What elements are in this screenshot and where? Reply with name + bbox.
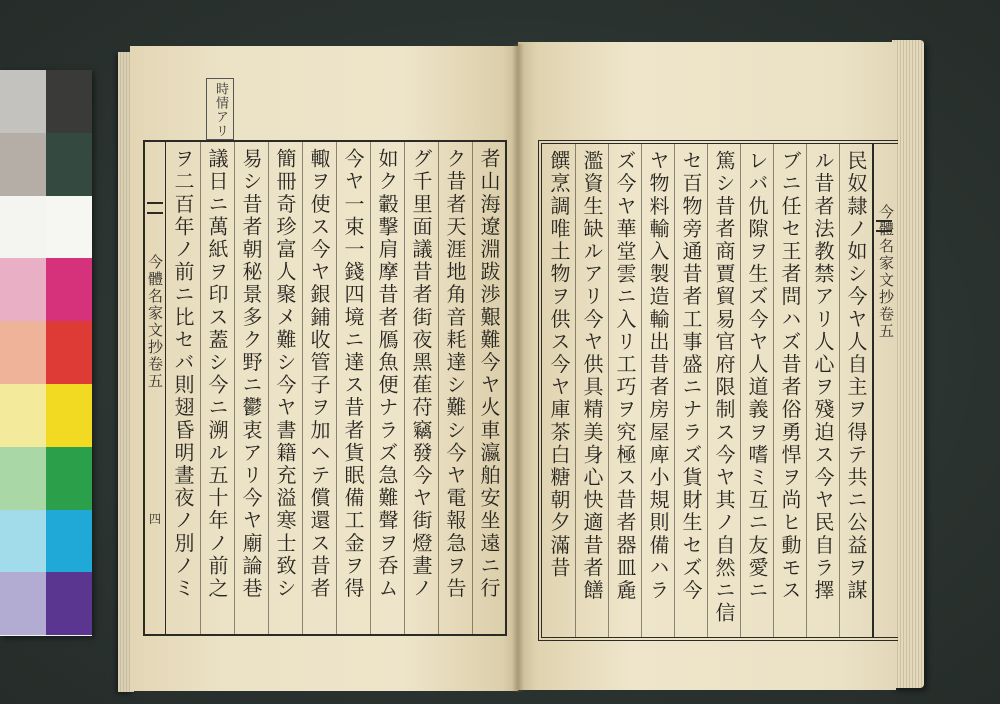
book-title: 今體名家文抄卷五 — [146, 254, 164, 390]
text-column: ヲ二百年ノ前ニ比セバ則翅昏明晝夜ノ別ノミ — [171, 148, 195, 600]
text-column: グ千里面議昔者街夜黑萑苻竊發今ヤ街燈晝ノ — [404, 142, 438, 634]
text-column: ル昔者法教禁アリ人心ヲ殘迫ス今ヤ民自ラ擇 — [806, 144, 839, 637]
book-gutter — [512, 44, 524, 692]
margin-label: 時情アリ — [206, 78, 234, 140]
color-swatch — [46, 321, 92, 384]
chart-row — [0, 447, 92, 510]
text-column: レバ仇隙ヲ生ズ今ヤ人道義ヲ嗜ミ互ニ友愛ニ — [740, 144, 773, 637]
text-column: 饌烹調唯土物ヲ供ス今ヤ庫茶白糖朝夕滿昔 — [547, 150, 571, 580]
color-calibration-chart — [0, 70, 92, 636]
color-swatch — [0, 510, 46, 573]
chart-row — [0, 510, 92, 573]
color-swatch — [46, 196, 92, 259]
left-text-frame — [143, 140, 507, 636]
chart-row — [0, 384, 92, 447]
chart-row — [0, 572, 92, 635]
chart-row — [0, 133, 92, 196]
text-column: 民奴隷ノ如シ今ヤ人自主ヲ得テ共ニ公益ヲ謀 — [839, 144, 872, 637]
chart-row — [0, 70, 92, 133]
chart-row — [0, 258, 92, 321]
color-swatch — [0, 258, 46, 321]
color-swatch — [0, 133, 46, 196]
text-column: 如ク轂撃肩摩昔者鴈魚便ナラズ急難聲ヲ呑ム — [370, 142, 404, 634]
text-column: ズ今ヤ華堂雲ニ入リ工巧ヲ究極ス昔者器皿麁 — [608, 144, 641, 637]
chart-row — [0, 321, 92, 384]
left-page-margin-column — [145, 142, 166, 634]
text-column: ブニ任セ王者問ハズ昔者俗勇悍ヲ尚ヒ動モス — [773, 144, 806, 637]
color-swatch — [0, 384, 46, 447]
text-column: 輙ヲ使ス今ヤ銀鋪收管子ヲ加ヘテ償還ス昔者 — [302, 142, 336, 634]
color-swatch — [46, 133, 92, 196]
page-number: 四 — [148, 512, 161, 526]
color-swatch — [46, 510, 92, 573]
right-text-columns — [542, 144, 872, 637]
left-text-columns — [166, 142, 506, 634]
right-text-frame — [538, 140, 898, 641]
color-swatch — [46, 70, 92, 133]
text-column: 濫資生缺ルアリ今ヤ供具精美身心快適昔者饍 — [575, 144, 608, 637]
color-swatch — [46, 384, 92, 447]
text-column: 簡冊奇珍富人聚メ難シ今ヤ書籍充溢寒士致シ — [268, 142, 302, 634]
chart-row — [0, 196, 92, 259]
color-swatch — [0, 572, 46, 635]
text-column: 者山海遼淵跋渉艱難今ヤ火車瀛舶安坐遠ニ行 — [472, 142, 506, 634]
color-swatch — [46, 258, 92, 321]
text-column: 議日ニ萬紙ヲ印ス蓋シ今ニ溯ル五十年ノ前之 — [200, 142, 234, 634]
color-swatch — [0, 447, 46, 510]
color-swatch — [46, 447, 92, 510]
right-page-margin-column — [872, 144, 898, 637]
color-swatch — [0, 321, 46, 384]
text-column: 今ヤ一束一錢四境ニ達ス昔者貨眠備工金ヲ得 — [336, 142, 370, 634]
color-swatch — [0, 70, 46, 133]
text-column: ヤ物料輸入製造輸出昔者房屋庳小規則備ハラ — [641, 144, 674, 637]
text-column: 篤シ昔者商賈貿易官府限制ス今ヤ其ノ自然ニ信 — [707, 144, 740, 637]
fish-tail-mark — [147, 202, 163, 214]
color-swatch — [46, 572, 92, 635]
text-column: 易シ昔者朝秘景多ク野ニ鬱衷アリ今ヤ廟論巷 — [234, 142, 268, 634]
color-swatch — [0, 196, 46, 259]
text-column: セ百物旁通昔者工事盛ニナラズ貨財生セズ今 — [674, 144, 707, 637]
book-title: 今體名家文抄卷五 — [877, 204, 895, 340]
text-column: ク昔者天涯地角音耗達シ難シ今ヤ電報急ヲ告 — [438, 142, 472, 634]
